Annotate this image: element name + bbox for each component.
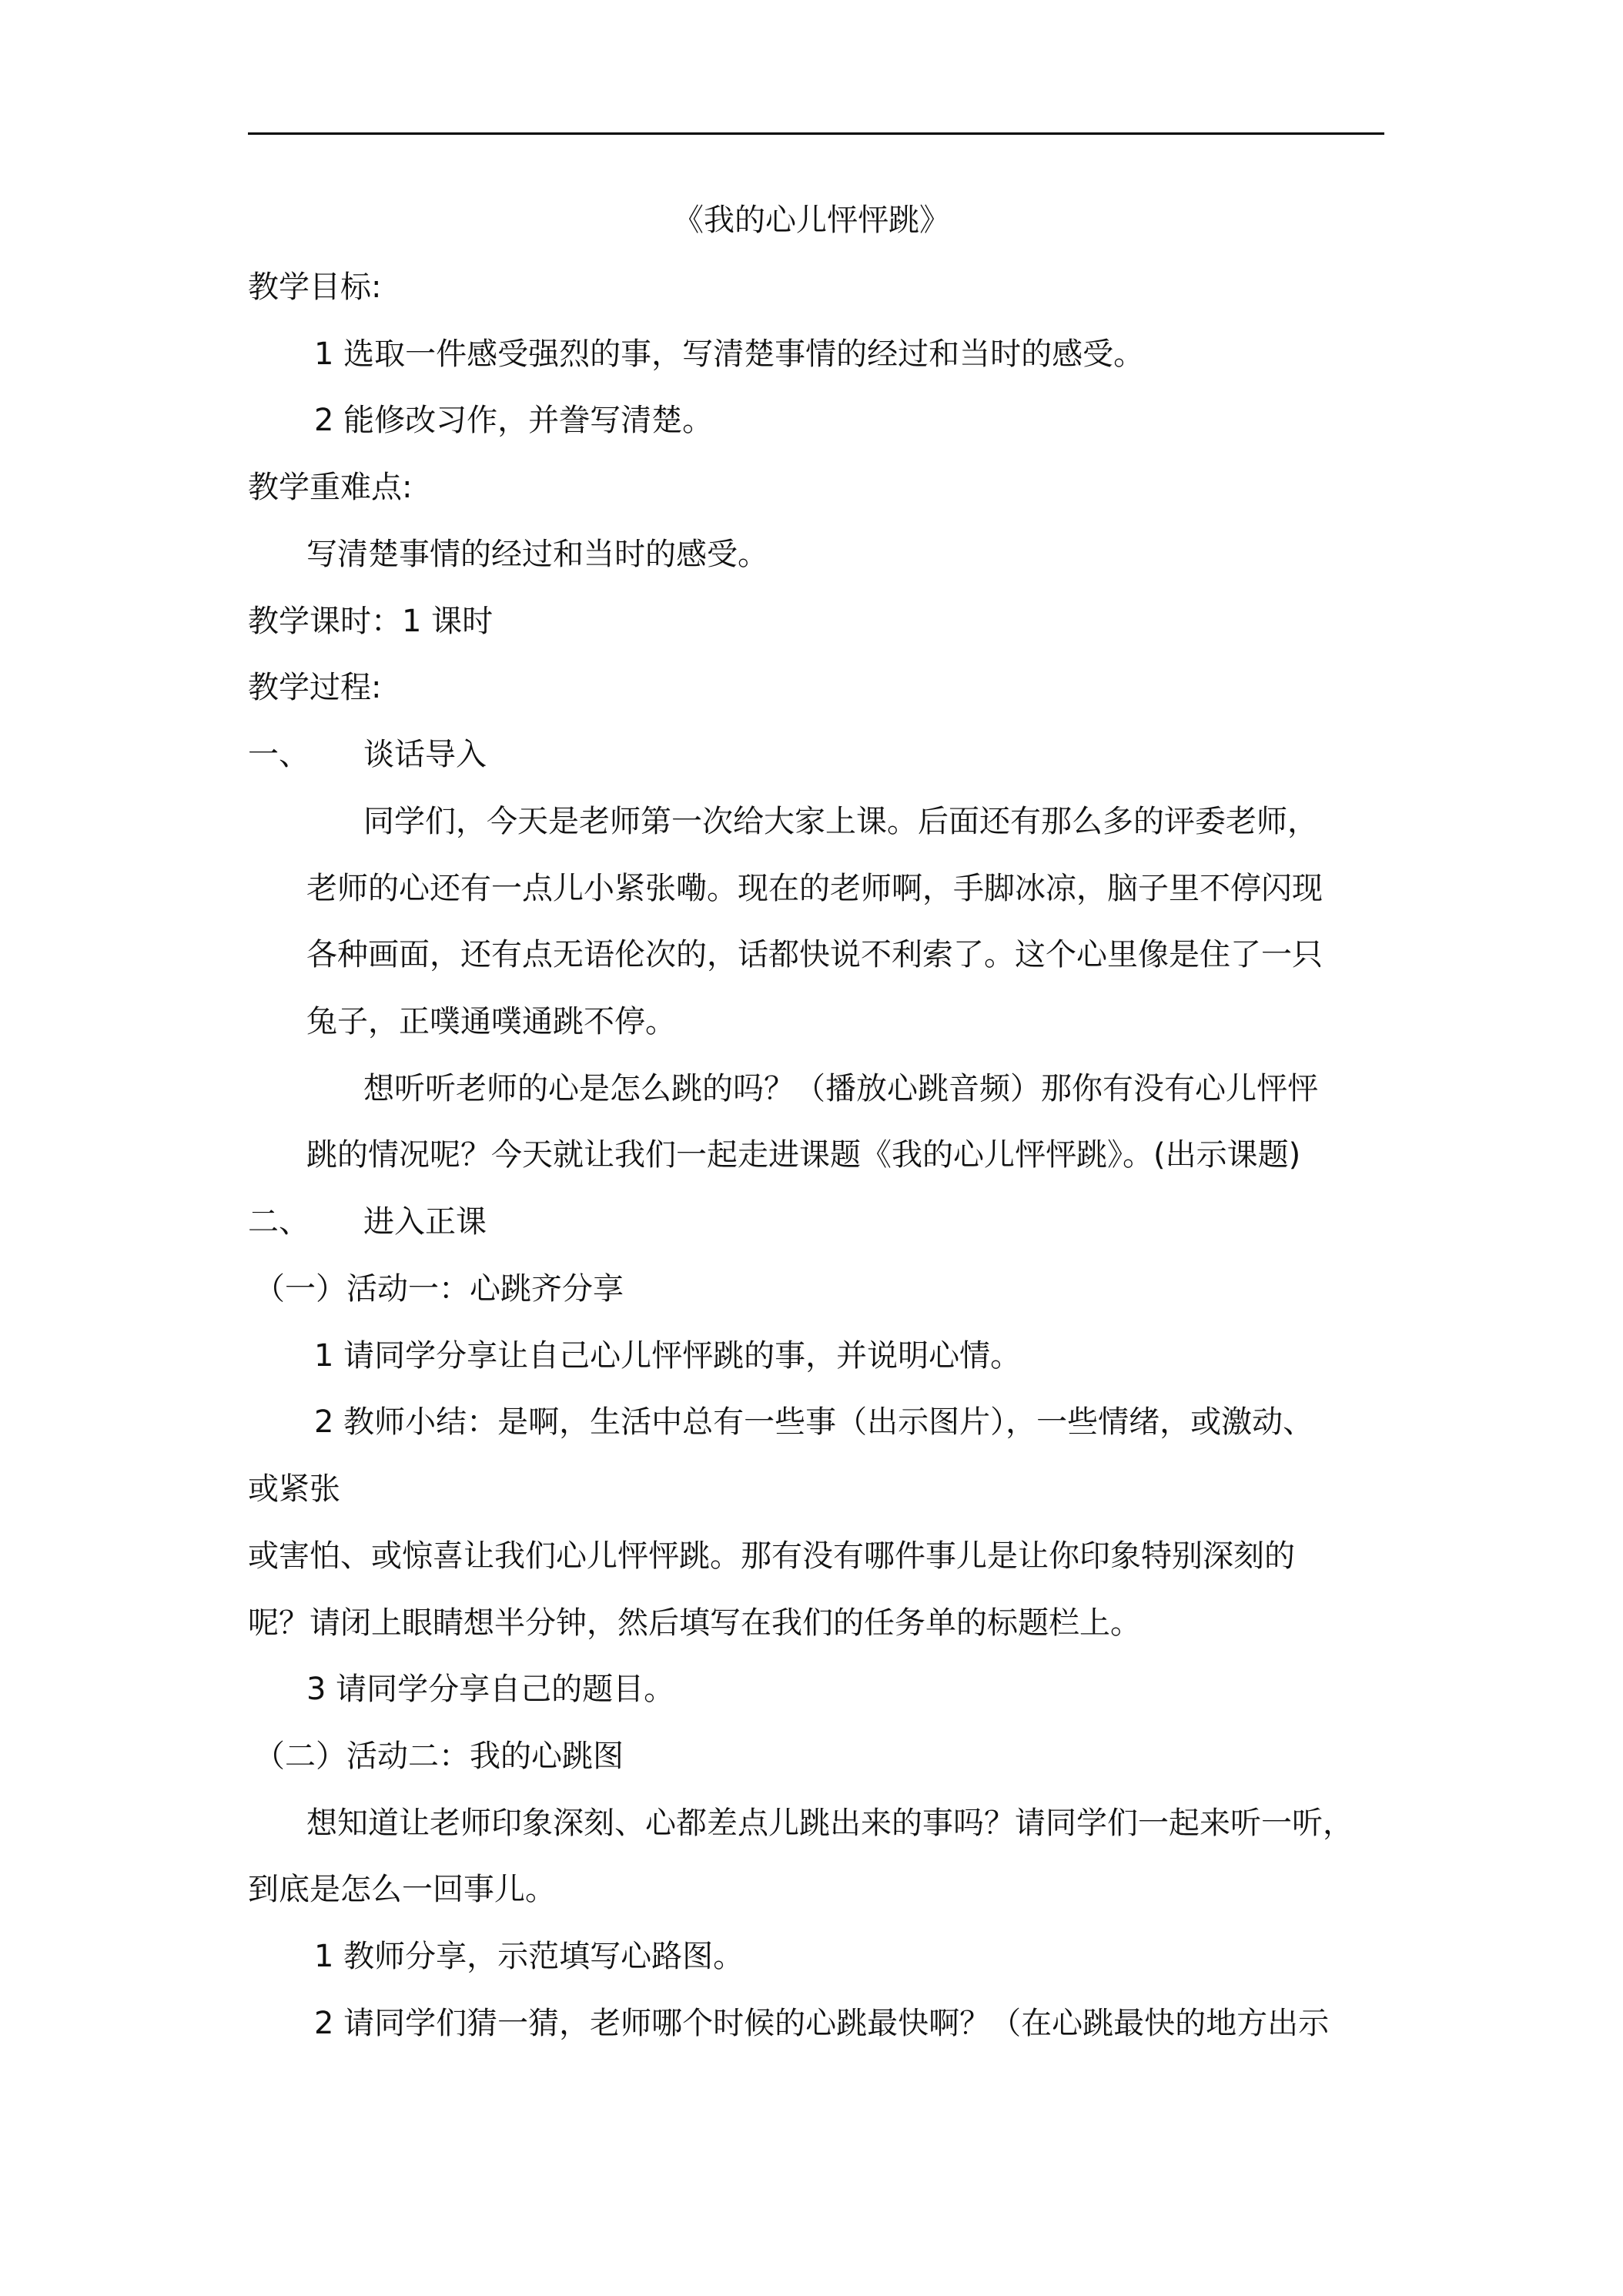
heading-key-difficulties: 教学重难点: bbox=[248, 470, 413, 505]
activity-heading-1: （一）活动一：心跳齐分享 bbox=[254, 1271, 624, 1307]
paragraph-line: 呢？请闭上眼睛想半分钟，然后填写在我们的任务单的标题栏上。 bbox=[248, 1605, 1141, 1641]
activity-item: 1 教师分享，示范填写心路图。 bbox=[314, 1939, 745, 1974]
activity-item: 1 请同学分享让自己心儿怦怦跳的事，并说明心情。 bbox=[314, 1338, 1022, 1374]
paragraph-line: 各种画面，还有点无语伦次的，话都快说不利索了。这个心里像是住了一只 bbox=[306, 937, 1323, 972]
paragraph-line: 兔子，正噗通噗通跳不停。 bbox=[306, 1004, 676, 1039]
paragraph-line: 到底是怎么一回事儿。 bbox=[248, 1872, 556, 1907]
section-title-2: 进入正课 bbox=[363, 1204, 487, 1240]
goal-item-1: 1 选取一件感受强烈的事，写清楚事情的经过和当时的感受。 bbox=[314, 336, 1145, 372]
section-title-1: 谈话导入 bbox=[363, 737, 487, 772]
paragraph-line: 老师的心还有一点儿小紧张嘞。现在的老师啊，手脚冰凉，脑子里不停闪现 bbox=[306, 871, 1323, 906]
heading-class-hours: 教学课时：1 课时 bbox=[248, 604, 494, 639]
paragraph-line: 同学们，今天是老师第一次给大家上课。后面还有那么多的评委老师， bbox=[363, 804, 1318, 839]
key-difficulty-text: 写清楚事情的经过和当时的感受。 bbox=[306, 537, 768, 572]
activity-item: 2 教师小结：是啊，生活中总有一些事（出示图片），一些情绪，或激动、 bbox=[314, 1404, 1314, 1440]
section-number-2: 二、 bbox=[248, 1204, 310, 1240]
paragraph-line: 或害怕、或惊喜让我们心儿怦怦跳。那有没有哪件事儿是让你印象特别深刻的 bbox=[248, 1538, 1295, 1574]
activity-item: 3 请同学分享自己的题目。 bbox=[306, 1672, 675, 1707]
paragraph-line: 想知道让老师印象深刻、心都差点儿跳出来的事吗？请同学们一起来听一听， bbox=[306, 1806, 1354, 1841]
paragraph-line: 或紧张 bbox=[248, 1471, 340, 1507]
goal-item-2: 2 能修改习作，并誊写清楚。 bbox=[314, 403, 714, 438]
activity-heading-2: （二）活动二：我的心跳图 bbox=[254, 1739, 624, 1774]
activity-item: 2 请同学们猜一猜，老师哪个时候的心跳最快啊？（在心跳最快的地方出示 bbox=[314, 2006, 1330, 2041]
header-rule bbox=[248, 132, 1384, 135]
paragraph-line: 想听听老师的心是怎么跳的吗？（播放心跳音频）那你有没有心儿怦怦 bbox=[363, 1071, 1318, 1106]
heading-teaching-process: 教学过程: bbox=[248, 670, 382, 705]
document-title: 《我的心儿怦怦跳》 bbox=[673, 202, 950, 238]
paragraph-line: 跳的情况呢？今天就让我们一起走进课题《我的心儿怦怦跳》。(出示课题) bbox=[306, 1137, 1301, 1173]
section-number-1: 一、 bbox=[248, 737, 310, 772]
heading-teaching-goals: 教学目标: bbox=[248, 269, 382, 305]
